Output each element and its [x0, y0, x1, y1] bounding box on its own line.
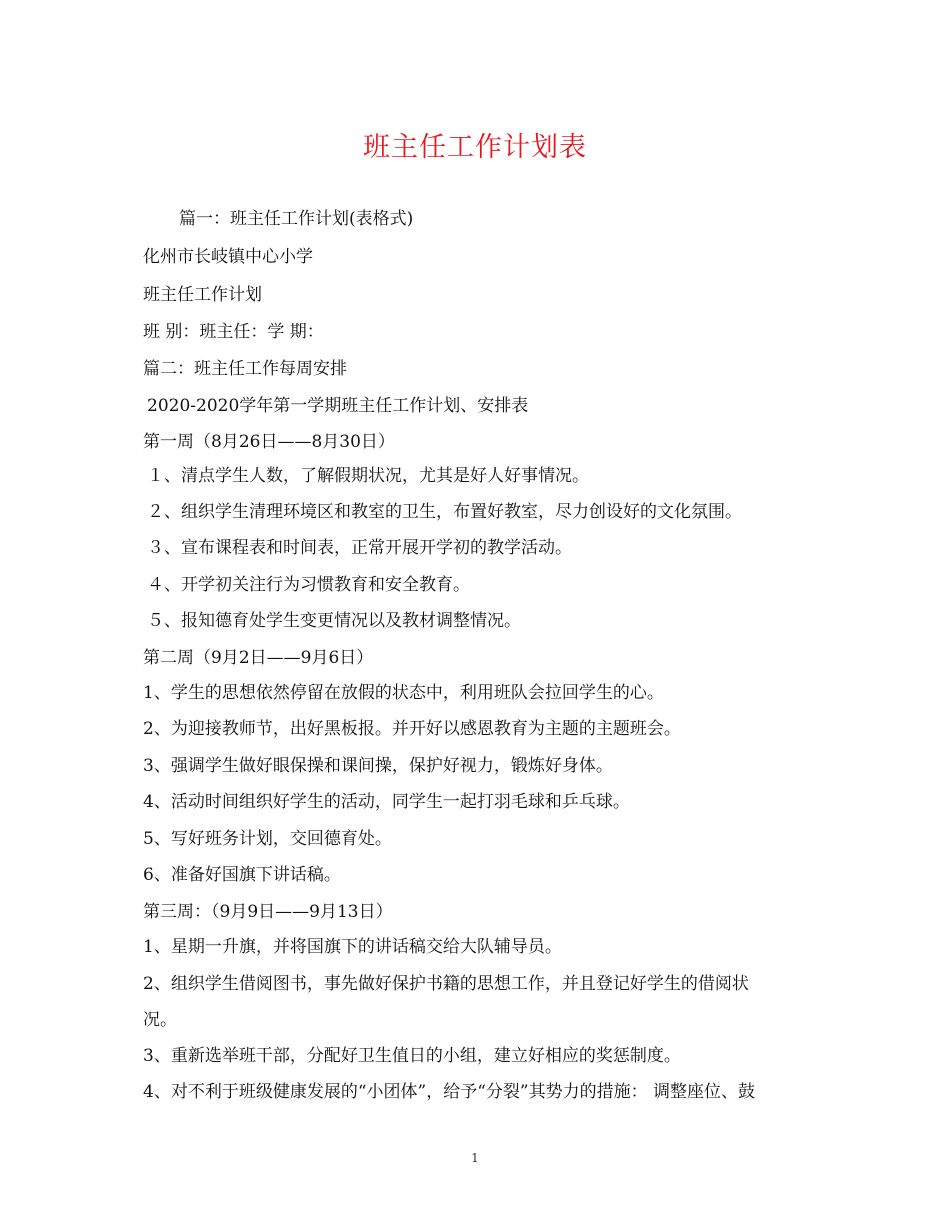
- list-item: 2、为迎接教师节，出好黑板报。并开好以感恩教育为主题的主题班会。: [143, 719, 681, 739]
- schedule-title: 2020-2020学年第一学期班主任工作计划、安排表: [147, 396, 529, 416]
- list-item: 3、强调学生做好眼保操和课间操，保护好视力，锻炼好身体。: [143, 756, 613, 776]
- week-3-heading: 第三周：（9月9日——9月13日）: [143, 902, 393, 922]
- section-heading-1: 篇一：班主任工作计划(表格式): [179, 209, 414, 229]
- list-item: 2、组织学生借阅图书，事先做好保护书籍的思想工作，并且登记好学生的借阅状: [143, 974, 749, 994]
- list-item: １、清点学生人数，了解假期状况，尤其是好人好事情况。: [147, 466, 589, 486]
- document-title: 班主任工作计划表: [363, 132, 587, 163]
- list-item: ２、组织学生清理环境区和教室的卫生，布置好教室，尽力创设好的文化氛围。: [147, 502, 742, 522]
- list-item: ５、报知德育处学生变更情况以及教材调整情况。: [147, 611, 521, 631]
- list-item: 1、学生的思想依然停留在放假的状态中，利用班队会拉回学生的心。: [143, 683, 664, 703]
- school-name: 化州市长岐镇中心小学: [143, 247, 313, 267]
- list-item: 4、活动时间组织好学生的活动，同学生一起打羽毛球和乒乓球。: [143, 792, 630, 812]
- list-item: ３、宣布课程表和时间表，正常开展开学初的教学活动。: [147, 538, 572, 558]
- list-item: ４、开学初关注行为习惯教育和安全教育。: [147, 575, 470, 595]
- list-item: 1、星期一升旗，并将国旗下的讲话稿交给大队辅导员。: [143, 937, 562, 957]
- list-item-continuation: 况。: [143, 1010, 177, 1030]
- week-1-heading: 第一周（8月26日——8月30日）: [143, 432, 395, 452]
- section-heading-2: 篇二：班主任工作每周安排: [143, 359, 347, 379]
- week-2-heading: 第二周（9月2日——9月6日）: [143, 648, 374, 668]
- list-item: 5、写好班务计划，交回德育处。: [143, 829, 392, 849]
- plan-title: 班主任工作计划: [143, 285, 262, 305]
- list-item: 4、对不利于班级健康发展的“小团体”，给予“分裂”其势力的措施： 调整座位、鼓: [143, 1082, 755, 1102]
- list-item: 3、重新选举班干部，分配好卫生值日的小组，建立好相应的奖惩制度。: [143, 1046, 681, 1066]
- page-number: 1: [471, 1151, 479, 1165]
- list-item: 6、准备好国旗下讲话稿。: [143, 865, 341, 885]
- class-info-line: 班 别：班主任：学 期：: [143, 322, 324, 342]
